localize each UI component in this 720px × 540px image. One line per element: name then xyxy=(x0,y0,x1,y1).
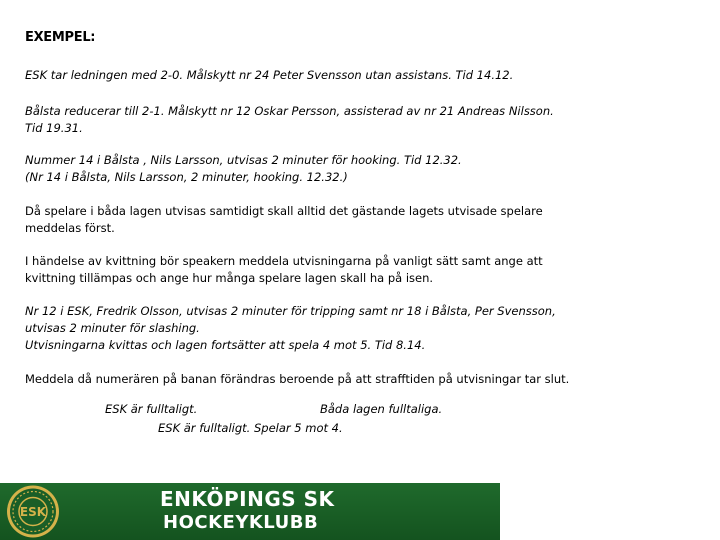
status-both-full: Båda lagen fulltaliga. xyxy=(320,402,443,416)
paragraph-goal-esk xyxy=(25,67,695,84)
club-logo-icon xyxy=(0,485,66,538)
paragraph-line: kvittning tillämpas och ange hur många spelare lagen skall ha på isen. xyxy=(25,271,434,285)
paragraph-line: Då spelare i båda lagen utvisas samtidigt skall alltid det gästande lagets utvisade spelare xyxy=(25,204,543,218)
club-name: ENKÖPINGS SK xyxy=(160,487,335,511)
paragraph-line: I händelse av kvittning bör speakern meddela utvisningarna på vanligt sätt samt ange att xyxy=(25,254,543,268)
paragraph-line: Nr 12 i ESK, Fredrik Olsson, utvisas 2 minuter för tripping samt nr 18 i Bålsta, Per Svensson, xyxy=(25,304,556,318)
paragraph-line: Utvisningarna kvittas och lagen fortsätter att spela 4 mot 5. Tid 8.14. xyxy=(25,338,426,352)
paragraph-offsetting-example xyxy=(25,303,695,354)
club-footer-banner xyxy=(0,483,500,540)
paragraph-rule-numbers xyxy=(25,371,695,388)
paragraph-rule-simultaneous xyxy=(25,203,695,237)
paragraph-line: utvisas 2 minuter för slashing. xyxy=(25,321,200,335)
paragraph-penalty xyxy=(25,152,695,186)
paragraph-rule-offsetting xyxy=(25,253,695,287)
status-esk-5-vs-4: ESK är fulltaligt. Spelar 5 mot 4. xyxy=(158,421,343,435)
paragraph-line: ESK tar ledningen med 2-0. Målskytt nr 24 Peter Svensson utan assistans. Tid 14.12. xyxy=(25,68,514,82)
status-esk-full: ESK är fulltaligt. xyxy=(105,402,198,416)
paragraph-line: Tid 19.31. xyxy=(25,121,83,135)
paragraph-line: meddelas först. xyxy=(25,221,115,235)
paragraph-goal-balsta xyxy=(25,103,695,137)
paragraph-line: Bålsta reducerar till 2-1. Målskytt nr 12 Oskar Persson, assisterad av nr 21 Andreas Nilsson. xyxy=(25,104,554,118)
logo-text: ESK xyxy=(19,505,47,519)
paragraph-line: Nummer 14 i Bålsta , Nils Larsson, utvisas 2 minuter för hooking. Tid 12.32. xyxy=(25,153,462,167)
paragraph-line: (Nr 14 i Bålsta, Nils Larsson, 2 minuter, hooking. 12.32.) xyxy=(25,170,348,184)
example-heading: EXEMPEL: xyxy=(25,30,96,45)
club-subtitle: HOCKEYKLUBB xyxy=(163,512,319,533)
paragraph-line: Meddela då numerären på banan förändras beroende på att strafftiden på utvisningar tar slut. xyxy=(25,372,570,386)
